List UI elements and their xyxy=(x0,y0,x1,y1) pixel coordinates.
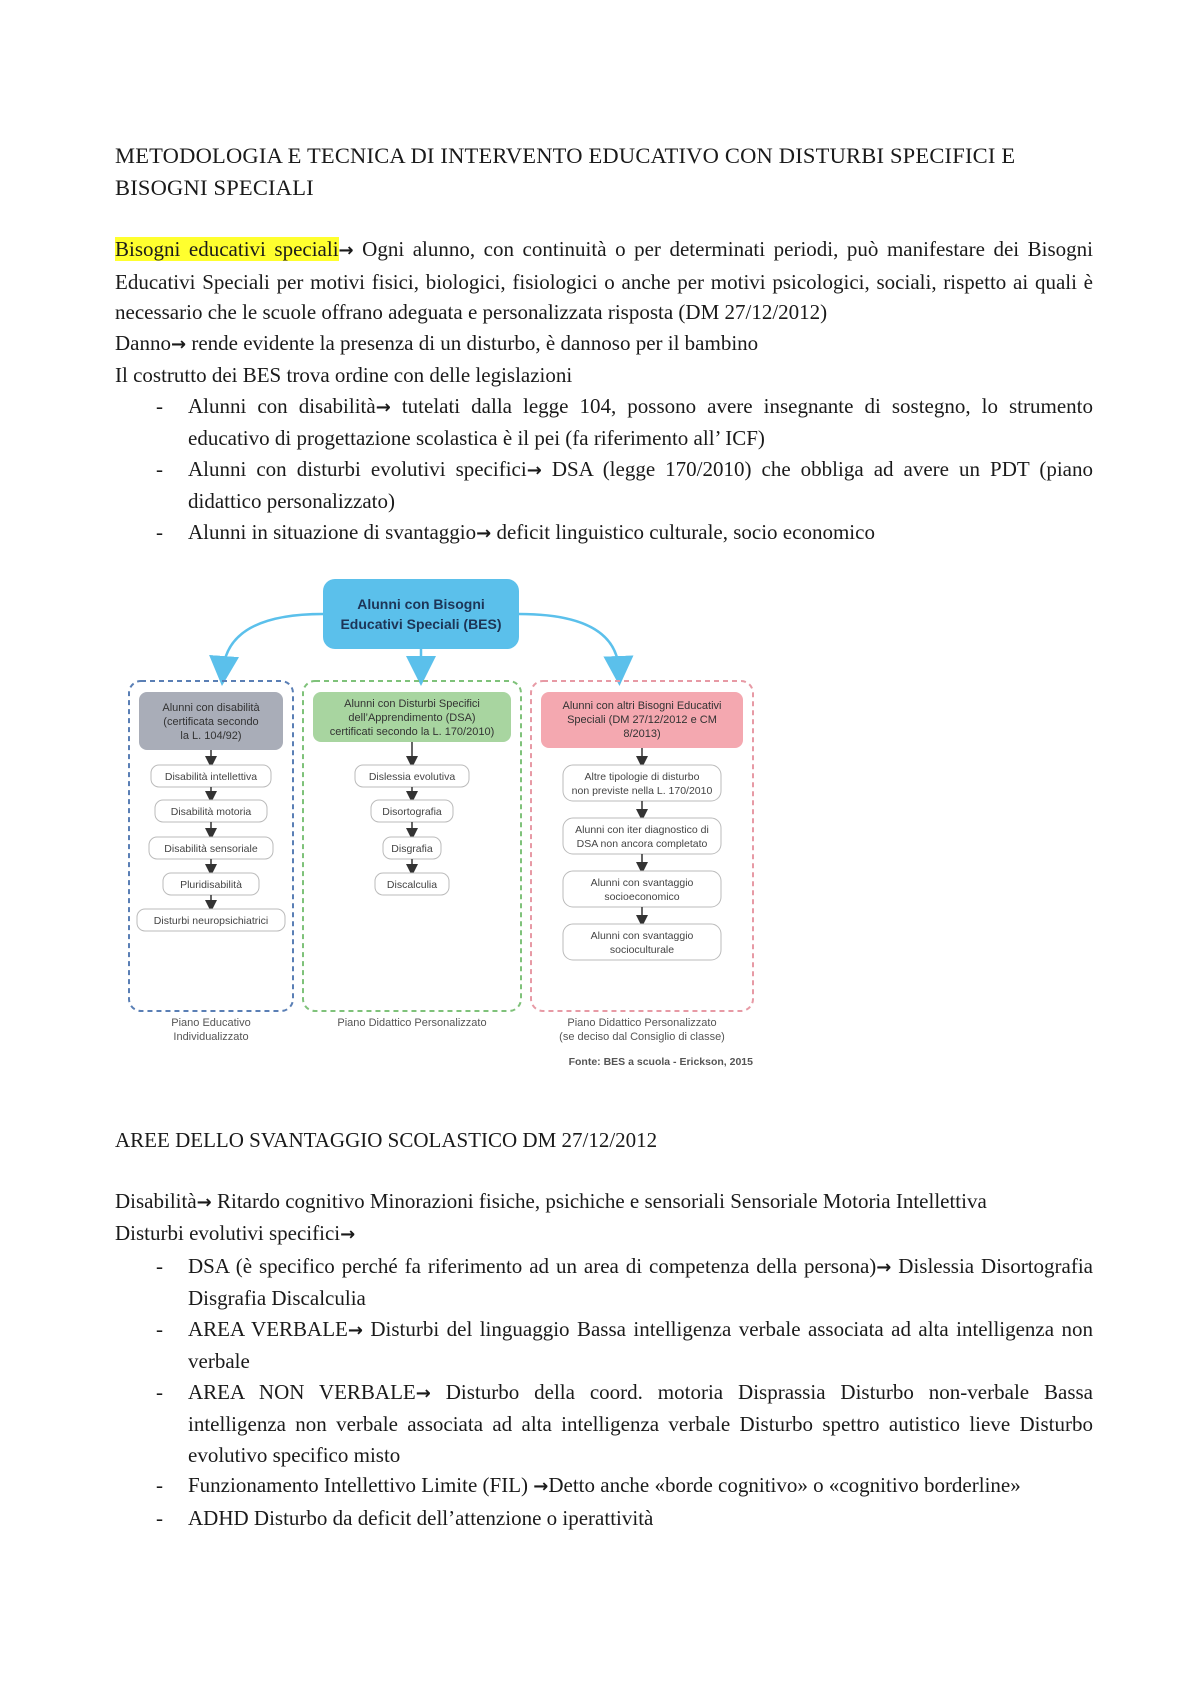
list-item-lead: Alunni con disabilità xyxy=(188,393,376,418)
disabilita-paragraph xyxy=(115,1186,1093,1219)
connector-arrow xyxy=(519,614,619,671)
connector-arrow xyxy=(223,614,323,671)
col3-header-text: Speciali (DM 27/12/2012 e CM xyxy=(567,714,717,726)
highlighted-term: Bisogni educativi speciali xyxy=(115,237,339,261)
intro-text: Ogni alunno, con continuità o per determinati periodi, può manifestare dei Bisogni Educativi Speciali per motivi fisici, biologici, fisiologici o anche per motivi psicologici, sociali, rispetto ai quali è necessario che le scuole offrano adeguata e personalizzata risposta (DM 27/12/2012) xyxy=(115,237,1093,324)
bes-top-label: Educativi Speciali (BES) xyxy=(340,616,502,632)
danno-line xyxy=(115,328,1093,361)
arrow-icon: → xyxy=(876,1256,892,1278)
section-heading: AREE DELLO SVANTAGGIO SCOLASTICO DM 27/12/2012 xyxy=(115,1128,658,1152)
col2-header-text: certificati secondo la L. 170/2010) xyxy=(329,726,495,738)
col3-footer: Piano Didattico Personalizzato xyxy=(567,1017,717,1029)
col3-item: Alunni con iter diagnostico di xyxy=(575,824,709,836)
document-title: METODOLOGIA E TECNICA DI INTERVENTO EDUCATIVO CON DISTURBI SPECIFICI E BISOGNI SPECIALI xyxy=(115,143,1016,200)
list-item-text: Disturbi del linguaggio Bassa intelligenza verbale associata ad alta intelligenza non verbale xyxy=(188,1316,1093,1373)
col2-item: Discalculia xyxy=(386,879,438,891)
list-item xyxy=(115,517,1093,550)
list-item-lead: Funzionamento Intellettivo Limite (FIL) xyxy=(188,1473,534,1497)
col1-footer: Piano Educativo xyxy=(171,1017,251,1029)
bes-list xyxy=(115,391,1093,550)
col1-header-text: (certificata secondo xyxy=(163,716,259,728)
list-item xyxy=(115,1314,1093,1377)
list-item-text: DSA (legge 170/2010) che obbliga ad avere un PDT (piano didattico personalizzato) xyxy=(188,456,1093,513)
col2-header-text: Alunni con Disturbi Specifici xyxy=(344,698,480,710)
col1-header-text: la L. 104/92) xyxy=(180,730,242,742)
dash-marker: - xyxy=(156,456,163,481)
arrow-icon: → xyxy=(476,522,492,544)
list-item-lead: AREA VERBALE xyxy=(188,1316,348,1341)
list-item-text: Dislessia Disortografia Disgrafia Discalculia xyxy=(188,1253,1093,1310)
danno-text: rende evidente la presenza di un disturbo, è dannoso per il bambino xyxy=(186,330,759,355)
list-item-text: Disturbo della coord. motoria Disprassia Disturbo non-verbale Bassa intelligenza non verbale associata ad alta intelligenza verbale Disturbo spettro autistico lieve Disturbo evolutivo specifico misto xyxy=(188,1379,1093,1467)
list-item-text: deficit linguistico culturale, socio economico xyxy=(491,519,875,544)
intro-paragraph xyxy=(115,234,1093,328)
col3-header-text: 8/2013) xyxy=(623,728,661,740)
list-item-text: Detto anche «borde cognitivo» o «cognitivo borderline» xyxy=(548,1473,1021,1497)
col3-item: Altre tipologie di disturbo xyxy=(584,771,700,783)
disturbi-line xyxy=(115,1218,1093,1251)
list-item xyxy=(115,1251,1093,1314)
list-item-lead: AREA NON VERBALE xyxy=(188,1379,416,1404)
col2-footer: Piano Didattico Personalizzato xyxy=(337,1017,487,1029)
list-item xyxy=(115,1470,1093,1503)
list-item xyxy=(115,454,1093,517)
list-item-lead: DSA (è specifico perché fa riferimento ad un area di competenza della persona) xyxy=(188,1253,877,1278)
disabilita-label: Disabilità xyxy=(115,1188,197,1213)
dash-marker: - xyxy=(156,1473,163,1497)
dash-marker: - xyxy=(156,519,163,544)
dash-marker: - xyxy=(156,1379,163,1404)
arrow-icon: → xyxy=(533,1476,549,1497)
col3-item: socioeconomico xyxy=(604,891,680,903)
bes-diagram xyxy=(127,579,807,1075)
dash-marker: - xyxy=(156,1253,163,1278)
col2-item: Dislessia evolutiva xyxy=(368,771,456,783)
arrow-icon: → xyxy=(526,459,542,481)
arrow-icon: → xyxy=(415,1382,431,1404)
col3-item: socioculturale xyxy=(609,944,675,956)
document-body xyxy=(115,140,1093,1533)
bes-top-box xyxy=(323,579,519,649)
dash-marker: - xyxy=(156,393,163,418)
col3-footer: (se deciso dal Consiglio di classe) xyxy=(559,1031,725,1043)
dash-marker: - xyxy=(156,1316,163,1341)
arrow-icon: → xyxy=(196,1191,212,1213)
col3-item: non previste nella L. 170/2010 xyxy=(571,785,713,797)
list-item xyxy=(115,1377,1093,1471)
col1-header-text: Alunni con disabilità xyxy=(162,702,260,714)
col3-item: Alunni con svantaggio xyxy=(590,877,694,889)
danno-label: Danno xyxy=(115,330,171,355)
col1-item: Disturbi neuropsichiatrici xyxy=(153,915,269,927)
disturbi-label: Disturbi evolutivi specifici xyxy=(115,1221,341,1245)
arrow-icon: → xyxy=(338,240,354,261)
list-item-lead: Alunni in situazione di svantaggio xyxy=(188,519,477,544)
arrow-icon: → xyxy=(340,1224,356,1245)
arrow-icon: → xyxy=(347,1319,363,1341)
col1-item: Disabilità intellettiva xyxy=(164,771,258,783)
arrow-icon: → xyxy=(171,333,187,355)
col2-header-text: dell’Apprendimento (DSA) xyxy=(348,712,476,724)
arrow-icon: → xyxy=(375,396,391,418)
col1-footer: Individualizzato xyxy=(173,1031,249,1043)
col1-item: Disabilità sensoriale xyxy=(164,843,258,855)
bes-diagram-svg xyxy=(127,579,807,1075)
col3-item: Alunni con svantaggio xyxy=(590,930,694,942)
list-item xyxy=(115,391,1093,454)
col1-item: Pluridisabilità xyxy=(180,879,242,891)
list-item-text: tutelati dalla legge 104, possono avere insegnante di sostegno, lo strumento educativo di progettazione scolastica è il pei (fa riferimento all’ ICF) xyxy=(188,393,1093,450)
disturbi-list xyxy=(115,1251,1093,1534)
col3-item: DSA non ancora completato xyxy=(576,838,708,850)
list-item-lead: Alunni con disturbi evolutivi specifici xyxy=(188,456,527,481)
disabilita-text: Ritardo cognitivo Minorazioni fisiche, psichiche e sensoriali Sensoriale Motoria Intellettiva xyxy=(211,1188,987,1213)
costrutto-line: Il costrutto dei BES trova ordine con delle legislazioni xyxy=(115,363,573,387)
list-item-lead: ADHD Disturbo da deficit dell’attenzione o iperattività xyxy=(188,1505,654,1530)
col2-item: Disortografia xyxy=(382,806,442,818)
dash-marker: - xyxy=(156,1505,163,1530)
diagram-source: Fonte: BES a scuola - Erickson, 2015 xyxy=(568,1056,753,1068)
list-item xyxy=(115,1503,1093,1534)
col3-header-text: Alunni con altri Bisogni Educativi xyxy=(562,700,722,712)
col1-item: Disabilità motoria xyxy=(170,806,252,818)
bes-top-label: Alunni con Bisogni xyxy=(357,596,485,612)
col2-item: Disgrafia xyxy=(391,843,433,855)
